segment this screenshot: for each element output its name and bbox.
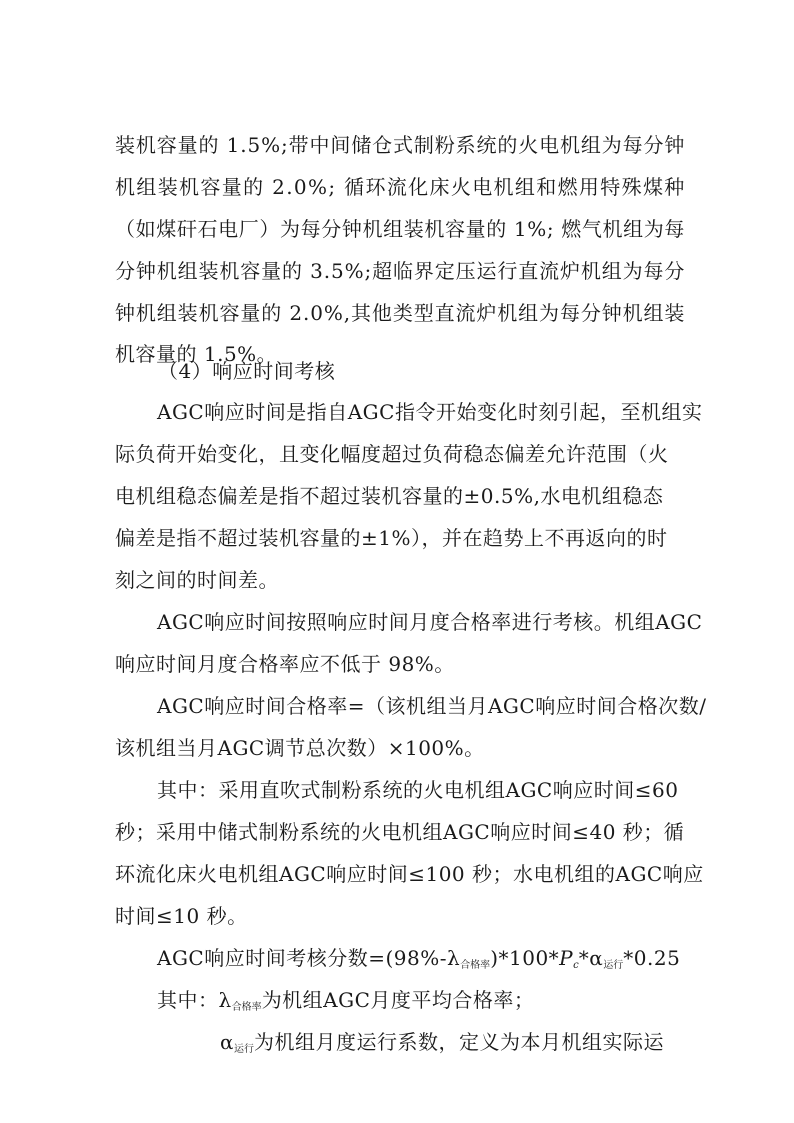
definition-line [157,985,685,1015]
paragraph-line: 装 机 容 量 的 1 . 5 % ; 带 中 间 储 仓 式 制 粉 系 统 的 火 电 机 组 为 每 分 钟 [115,133,685,157]
paragraph-line: 机 组 装 机 容 量 的 2 . 0 % ; 循 环 流 化 床 火 电 机 组 和 燃 用 特 殊 煤 种 [115,175,685,199]
paragraph-line: 机容量的 1.5%。 [115,342,278,366]
paragraph-line: 钟 机 组 装 机 容 量 的 2 . 0 % , 其 他 类 型 直 流 炉 机 组 为 每 分 钟 机 组 装 [115,301,685,325]
p-subscript: c [573,960,579,971]
paragraph-line: 秒；采用中储式制粉系统的火电机组AGC响应时间≤40 秒；循 [115,820,685,844]
paragraph-line: AGC响应时间是指自AGC指令开始变化时刻引起，至机组实 [157,400,703,424]
paragraph-line: 其中：采用直吹式制粉系统的火电机组AGC响应时间≤60 [157,778,679,802]
def-prefix: 其中： [157,988,219,1012]
formula-star: * [578,946,590,970]
alpha-symbol: α [220,1030,235,1054]
formula-prefix: AGC响应时间考核分数=(98%- [157,946,447,970]
paragraph-line: AGC响应时间按照响应时间月度合格率进行考核。机组AGC [157,610,703,634]
paragraph-line: （ 如 煤 矸 石 电 厂 ） 为 每 分 钟 机 组 装 机 容 量 的 1 % ; 燃 气 机 组 为 每 [115,217,685,241]
paragraph-line: 时间≤10 秒。 [115,904,248,928]
paragraph-line: 刻之间的时间差。 [115,568,279,592]
def-text: 为机组AGC月度平均合格率； [261,988,535,1012]
alpha-symbol: α [589,946,604,970]
paragraph-line: 偏差是指不超过装机容量的±1%），并在趋势上不再返向的时 [115,526,668,550]
formula-mid: )*100* [490,946,560,970]
lambda-symbol: λ [218,988,232,1012]
formula-suffix: *0.25 [623,946,681,970]
paragraph-line: 电机组稳态偏差是指不超过装机容量的±0.5%,水电机组稳态 [115,484,664,508]
alpha-subscript: 运行 [234,1044,255,1055]
section-heading: （4）响应时间考核 [158,359,336,383]
paragraph-line: AGC响应时间合格率=（该机组当月AGC响应时间合格次数/ [157,694,707,718]
paragraph-line: 环流化床火电机组AGC响应时间≤100 秒；水电机组的AGC响应 [115,862,704,886]
formula-line [157,943,685,973]
paragraph-line: 该机组当月AGC调节总次数）×100%。 [115,736,485,760]
paragraph-line: 响应时间月度合格率应不低于 98%。 [115,652,455,676]
lambda-symbol: λ [447,946,461,970]
lambda-subscript: 合格率 [231,1002,262,1013]
definition-line [220,1027,685,1057]
paragraph-line: 际负荷开始变化，且变化幅度超过负荷稳态偏差允许范围（火 [115,442,669,466]
p-symbol: P [559,946,574,970]
paragraph-line: 分 钟 机 组 装 机 容 量 的 3 . 5 % ; 超 临 界 定 压 运 行 直 流 炉 机 组 为 每 分 [115,259,685,283]
lambda-subscript: 合格率 [460,960,491,971]
def-text: 为机组月度运行系数，定义为本月机组实际运 [254,1030,665,1054]
alpha-subscript: 运行 [603,960,624,971]
